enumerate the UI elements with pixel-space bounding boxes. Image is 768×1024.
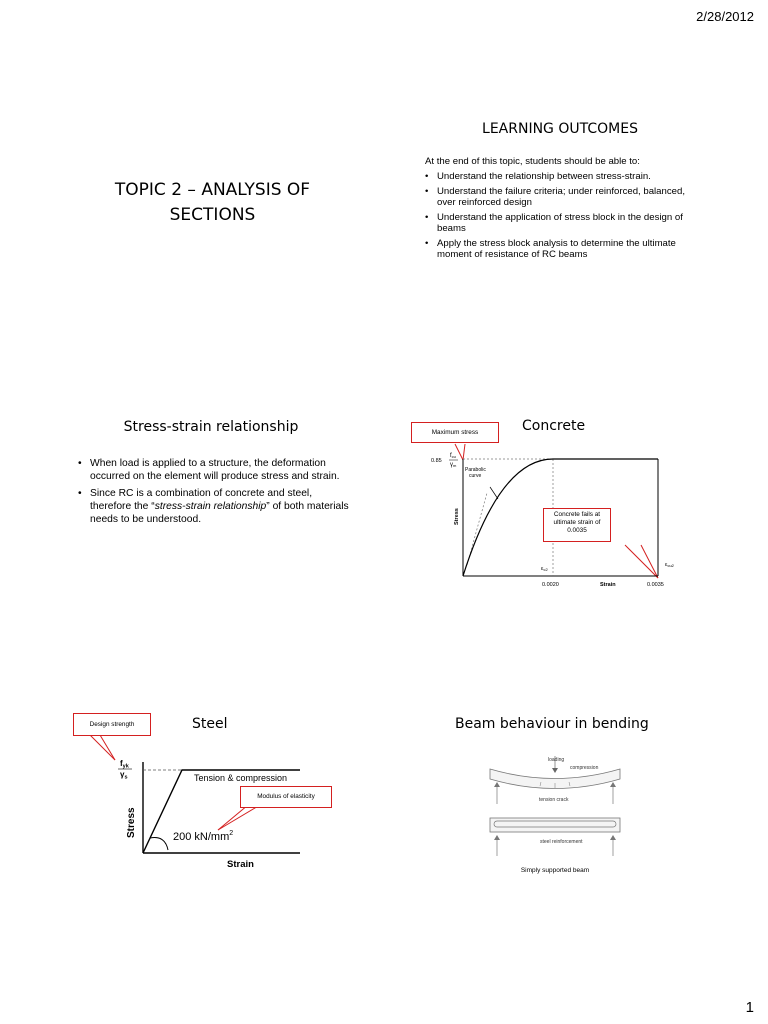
list-item: [78, 487, 350, 526]
axis-label-stress: Stress: [126, 807, 137, 838]
callout-pointer: [463, 444, 465, 460]
label-gamma-s: γs: [120, 770, 128, 781]
item-text-emphasis: stress-strain relationship: [154, 501, 267, 512]
maximum-stress-callout: Maximum stress: [411, 422, 499, 443]
list-item: • Understand the application of stress block in the design of beams: [425, 212, 691, 235]
callout-pointer: [218, 805, 260, 830]
stress-strain-list: [78, 457, 350, 530]
axis-label-strain: Strain: [227, 859, 254, 870]
beam-diagram: [480, 748, 630, 863]
list-item: • Understand the failure criteria; under reinforced, balanced, over reinforced design: [425, 186, 691, 209]
steel-title: Steel: [192, 716, 228, 732]
page-number: 1: [745, 999, 754, 1016]
topic-title: [90, 178, 335, 228]
callout-pointer: [455, 444, 463, 460]
item-text-end: ” of both materials needs to be understood.: [90, 501, 349, 525]
slide-date: 2/28/2012: [696, 9, 754, 24]
tick-label-0020: 0.0020: [542, 582, 559, 588]
load-arrow-head: [552, 768, 558, 773]
label-tension-compression: Tension & compression: [194, 773, 288, 783]
list-item: • Apply the stress block analysis to determine the ultimate moment of resistance of RC beams: [425, 238, 691, 261]
concrete-title: Concrete: [522, 418, 586, 434]
learning-outcomes-list: [425, 171, 691, 264]
callout-pointer: [218, 805, 248, 830]
label-gamma-m: γm: [450, 462, 457, 468]
tick-label-0035: 0.0035: [647, 582, 664, 588]
callout-pointer: [641, 545, 658, 578]
label-steel-reinforcement: steel reinforcement: [540, 839, 583, 845]
label-fcu: fcu: [450, 453, 456, 459]
topic-title-line-2: SECTIONS: [169, 205, 256, 225]
list-item: • Understand the relationship between stress-strain.: [425, 171, 691, 183]
label-compression: compression: [570, 765, 599, 771]
learning-outcomes-intro: At the end of this topic, students should be able to:: [425, 156, 640, 167]
label-fyk: fyk: [120, 759, 129, 770]
label-eps-cu2: εcu2: [665, 562, 674, 568]
list-item: • When load is applied to a structure, the deformation occurred on the element will produce stress and strain.: [78, 457, 350, 483]
modulus-angle-arc: [150, 838, 168, 851]
support-arrow-head: [494, 782, 500, 787]
label-modulus-value: 200 $kN/mm^2$: [173, 830, 234, 843]
label-parabolic: Parabolic curve: [465, 467, 486, 479]
item-text-start: Since RC is a combination of concrete and steel, therefore the “: [90, 488, 313, 512]
label-tension-crack: tension crack: [539, 797, 569, 803]
label-loading: loading: [548, 757, 565, 763]
axis-label-strain: Strain: [600, 582, 616, 588]
learning-outcomes-title: LEARNING OUTCOMES: [482, 121, 638, 137]
parabolic-pointer: [490, 487, 498, 499]
beam-behaviour-title: Beam behaviour in bending: [455, 716, 649, 732]
support-arrow-head: [610, 835, 616, 840]
callout-pointer: [625, 545, 658, 578]
label-085: 0.85: [431, 458, 442, 464]
axis-label-stress: Stress: [454, 508, 460, 525]
stress-strain-title: Stress-strain relationship: [123, 419, 299, 435]
reinforced-beam: [490, 818, 620, 832]
label-eps-c2: εc2: [541, 566, 548, 572]
beam-caption: Simply supported beam: [520, 867, 590, 874]
design-strength-callout: Design strength: [73, 713, 151, 736]
concrete-fails-callout: Concrete fails at ultimate strain of 0.0035: [543, 508, 611, 542]
support-arrow-head: [610, 782, 616, 787]
support-arrow-head: [494, 835, 500, 840]
modulus-callout: Modulus of elasticity: [240, 786, 332, 808]
topic-title-line-1: TOPIC 2 – ANALYSIS OF: [114, 180, 311, 200]
